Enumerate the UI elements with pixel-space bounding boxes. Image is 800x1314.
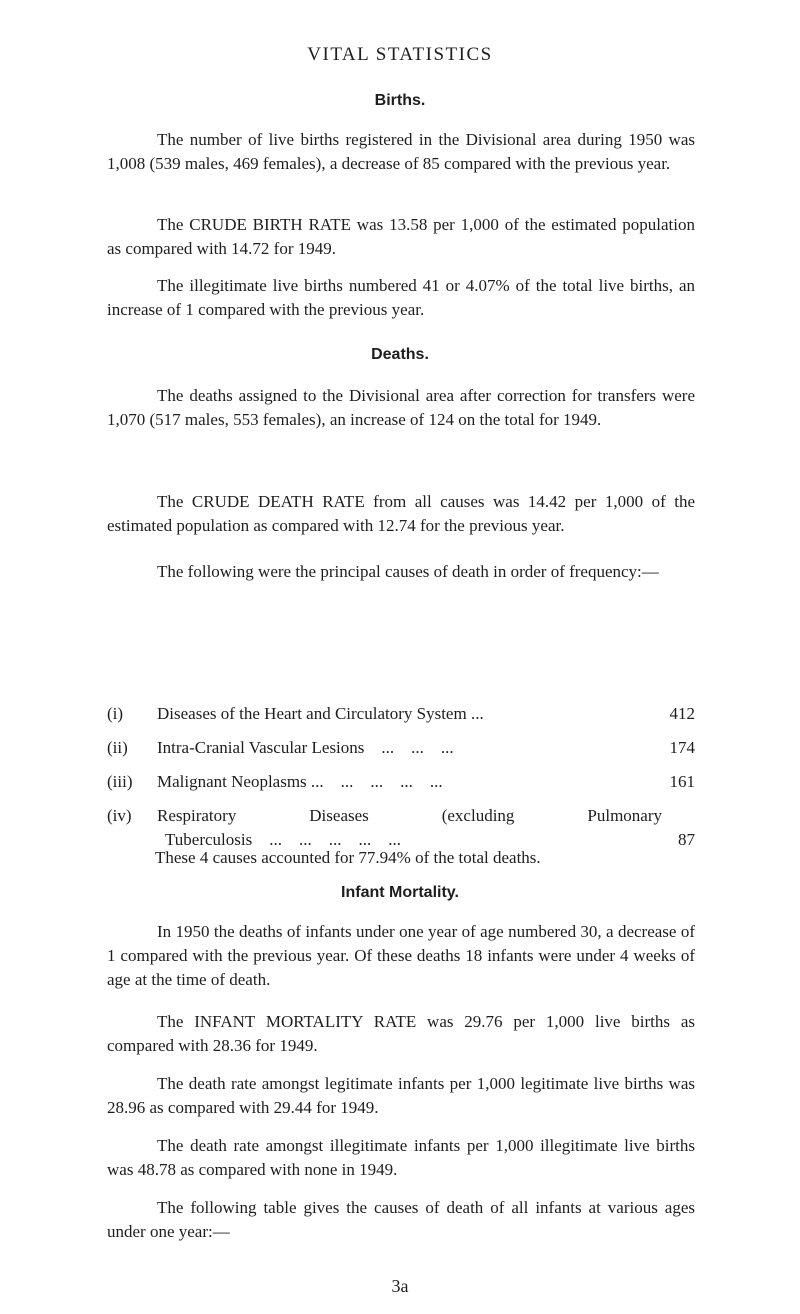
deaths-paragraph-2: The CRUDE DEATH RATE from all causes was 14.42 per 1,000 of the estimated population as compared with 12.74 for the previous year. — [107, 492, 695, 535]
cause-label: Malignant Neoplasms ... ... ... ... ... — [157, 772, 443, 791]
deaths-summary: These 4 causes accounted for 77.94% of the total deaths. — [155, 848, 541, 867]
page-number: 3a — [391, 1276, 409, 1296]
infant-mortality-heading: Infant Mortality. — [341, 884, 459, 901]
births-paragraph-1: The number of live births registered in the Divisional area during 1950 was 1,008 (539 males, 469 females), a decrease of 85 compared with the previous year. — [107, 130, 695, 173]
infant-paragraph-2: The INFANT MORTALITY RATE was 29.76 per 1,000 live births as compared with 28.36 for 1949. — [107, 1012, 695, 1055]
cause-value: 161 — [669, 772, 695, 791]
deaths-paragraph-3: The following were the principal causes of death in order of frequency:— — [157, 562, 659, 581]
cause-value: 412 — [669, 704, 695, 723]
births-paragraph-2: The CRUDE BIRTH RATE was 13.58 per 1,000 of the estimated population as compared with 14.72 for 1949. — [107, 215, 695, 258]
cause-label: Diseases of the Heart and Circulatory System ... — [157, 704, 484, 723]
cause-number: (ii) — [107, 738, 128, 757]
infant-paragraph-3: The death rate amongst legitimate infants per 1,000 legitimate live births was 28.96 as compared with 29.44 for 1949. — [107, 1074, 695, 1117]
cause-value: 87 — [678, 830, 695, 849]
infant-paragraph-1: In 1950 the deaths of infants under one year of age numbered 30, a decrease of 1 compared with the previous year. Of these deaths 18 infants were under 4 weeks of age at the time of death. — [107, 922, 695, 989]
page-title: VITAL STATISTICS — [307, 44, 493, 65]
cause-row — [107, 702, 695, 730]
cause-row — [107, 736, 695, 764]
births-heading: Births. — [374, 92, 426, 109]
cause-label: Intra-Cranial Vascular Lesions ... ... ... — [157, 738, 454, 757]
deaths-heading: Deaths. — [371, 346, 429, 363]
cause-number: (i) — [107, 704, 124, 723]
cause-label: Respiratory Diseases (excluding Pulmonary — [157, 806, 662, 825]
infant-paragraph-4: The death rate amongst illegitimate infants per 1,000 illegitimate live births was 48.78 as compared with none in 1949. — [107, 1136, 695, 1179]
births-paragraph-3: The illegitimate live births numbered 41 or 4.07% of the total live births, an increase of 1 compared with the previous year. — [107, 276, 695, 319]
infant-paragraph-5: The following table gives the causes of death of all infants at various ages under one year:— — [107, 1198, 695, 1241]
cause-row — [107, 770, 695, 798]
deaths-paragraph-1: The deaths assigned to the Divisional area after correction for transfers were 1,070 (517 males, 553 females), an increase of 124 on the total for 1949. — [107, 386, 695, 429]
cause-number: (iv) — [107, 806, 132, 825]
cause-label-continued: Tuberculosis ... ... ... ... ... — [165, 830, 401, 849]
cause-value: 174 — [669, 738, 695, 757]
cause-number: (iii) — [107, 772, 133, 791]
